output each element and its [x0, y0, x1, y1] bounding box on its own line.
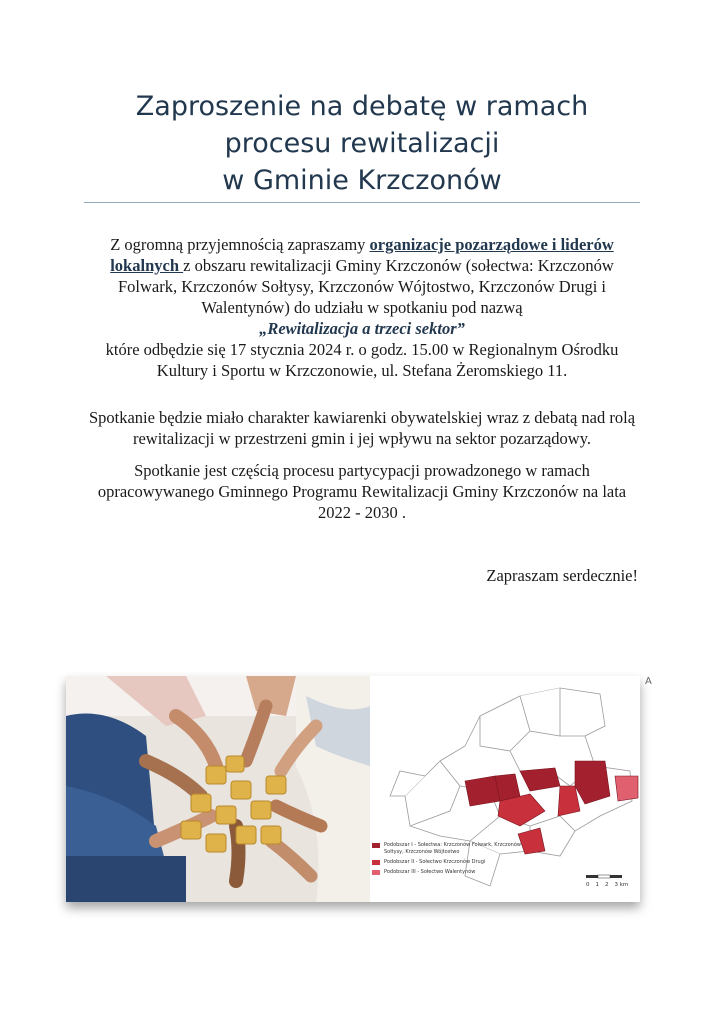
title-line-2: procesu rewitalizacji	[224, 128, 500, 159]
event-name: „Rewitalizacja a trzeci sektor”	[259, 319, 465, 338]
page-title	[84, 88, 640, 199]
legend-item	[372, 859, 534, 866]
map-legend	[372, 842, 534, 879]
legend-label: Podobszar II - Sołectwo Krzczonów Drugi	[384, 859, 486, 865]
map-scale-bar	[586, 874, 636, 888]
puzzle-hands-photo	[66, 676, 370, 902]
legend-swatch	[372, 870, 380, 875]
legend-swatch	[372, 843, 380, 848]
event-details: które odbędzie się 17 stycznia 2024 r. o godz. 15.00 w Regionalnym Ośrodku Kultury i Sportu w Krzczonowie, ul. Stefana Żeromskiego 11.	[105, 340, 619, 380]
target-audience-highlight: organizacje pozarządowe i liderów lokalnych	[110, 235, 614, 275]
program-context-paragraph: Spotkanie jest częścią procesu partycypacji prowadzonego w ramach opracowywanego Gminnego Programu Rewitalizacji Gminy Krzczonów na lata 2022 - 2030 .	[97, 461, 627, 522]
intro-text-start: Z ogromną przyjemnością zapraszamy	[110, 235, 370, 254]
legend-item	[372, 869, 534, 876]
legend-label: Podobszar I - Sołectwa: Krzczonów Folwark, Krzczonów Sołtysy, Krzczonów Wójtostwo	[384, 842, 522, 855]
closing-greeting: Zapraszam serdecznie!	[486, 566, 638, 585]
title-divider	[84, 202, 640, 203]
scale-tick: 2	[605, 882, 609, 888]
title-line-3: w Gminie Krzczonów	[222, 165, 502, 196]
image-collage	[66, 676, 640, 902]
subarea-iii	[615, 776, 638, 801]
invitation-paragraph	[84, 234, 640, 381]
legend-item	[372, 842, 534, 856]
scale-tick: 3 km	[614, 882, 629, 888]
scale-tick: 0	[586, 882, 590, 888]
title-line-1: Zaproszenie na debatę w ramach	[135, 91, 589, 122]
intro-text-rest: z obszaru rewitalizacji Gminy Krzczonów (sołectwa: Krzczonów Folwark, Krzczonów Sołtysy, Krzczonów Wójtostwo, Krzczonów Drugi i Walentynów) do udziału w spotkaniu pod nazwą	[117, 256, 614, 317]
scale-tick: 1	[595, 882, 599, 888]
legend-swatch	[372, 860, 380, 865]
meeting-format-paragraph: Spotkanie będzie miało charakter kawiarenki obywatelskiej wraz z debatą nad rolą rewitalizacji w przestrzeni gmin i jej wpływu na sektor pozarządowy.	[88, 408, 636, 448]
map-corner-letter: A	[645, 676, 652, 687]
scale-bar-graphic	[586, 874, 636, 880]
legend-label: Podobszar III - Sołectwo Walentynów	[384, 869, 476, 875]
